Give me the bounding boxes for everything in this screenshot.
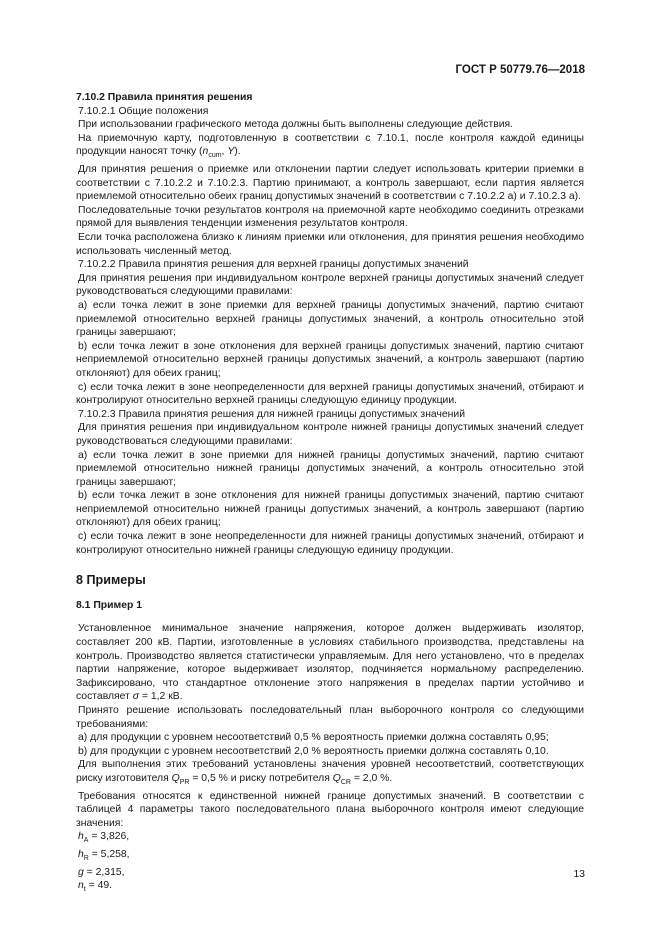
list-item: а) если точка лежит в зоне приемки для верхней границы допустимых значений, партию считают приемлемой относительно верхней границы допустимых значений, а контроль относительно этой границы завершают; bbox=[76, 299, 584, 339]
list-item: c) если точка лежит в зоне неопределенности для нижней границы допустимых значений, отбирают и контролируют относительно нижней границы следующую единицу продукции. bbox=[76, 531, 584, 556]
parameter-value: $n_t = 49$. bbox=[78, 880, 113, 894]
paragraph: Для принятия решения при индивидуальном контроле верхней границы допустимых значений следует руководствоваться следующими правилами: bbox=[76, 272, 584, 298]
paragraph: Для принятия решения при индивидуальном контроле нижней границы допустимых значений следует руководствоваться следующими правилами: bbox=[76, 422, 584, 447]
paragraph: Установленное минимальное значение напряжения, которое должен выдерживать изолятор, составляет 200 кВ. Партии, изготовленные в условиях стабильного производства, представлены на контроль. Производство является статистически управляемым. Для него установлено, что в пределах партии напряжение, которое выдерживает изолятор, подчиняется нормальному распределению. Зафиксировано, что стандартное отклонение этого напряжения в пределах партии устойчиво и составляет σ = 1,2 кВ. bbox=[76, 623, 584, 703]
page-number: 13 bbox=[573, 868, 585, 880]
list-item: b) если точка лежит в зоне отклонения для верхней границы допустимых значений, партию считают неприемлемой относительно верхней границы допустимых значений, а контроль завершают (партию отклоняют) для обеих границ; bbox=[76, 340, 584, 379]
paragraph: Если точка расположена близко к линиям приемки или отклонения, для принятия решения необходимо использовать численный метод. bbox=[76, 232, 584, 257]
parameter-value: $h_A = 3,826$, bbox=[78, 831, 130, 845]
paragraph: Для принятия решения о приемке или отклонении партии следует использовать критерии приемки в соответствии с 7.10.2.2 и 7.10.2.3. Партию принимают, а контроль завершают, если партия является приемлемой относительно обеих границ допустимых значений в соответствии с 7.10.2.2 а) и 7.10.2.3 а). bbox=[76, 164, 584, 203]
subsection-7-10-2-1: 7.10.2.1 Общие положения bbox=[78, 105, 209, 117]
parameter-value: g = 2,315, bbox=[78, 866, 125, 878]
paragraph-point: На приемочную карту, подготовленную в соответствии с 7.10.1, после контроля каждой единицы продукции наносят точку ($n_{cum}$, Y). bbox=[76, 132, 584, 160]
paragraph: Для выполнения этих требований установлены значения уровней несоответствий, соответствующих риску изготовителя $Q_{PR} = 0,5$ % и риску потребителя $Q_{CR} = 2,0$ %. bbox=[76, 759, 584, 787]
parameter-list bbox=[76, 830, 584, 897]
list-item: b) если точка лежит в зоне отклонения для нижней границы допустимых значений, партию считают неприемлемой относительно нижней границы допустимых значений, а контроль завершают (партию отклоняют) для обеих границ; bbox=[76, 490, 584, 529]
section-8-title: 8 Примеры bbox=[76, 573, 146, 588]
paragraph: Последовательные точки результатов контроля на приемочной карте необходимо соединить отрезками прямой для выявления тенденции изменения результатов контроля. bbox=[76, 204, 584, 230]
paragraph: Требования относятся к единственной нижней границе допустимых значений. В соответствии с таблицей 4 параметры такого последовательного плана выборочного контроля имеют следующие значения: bbox=[76, 790, 584, 829]
subsection-8-1-title: 8.1 Пример 1 bbox=[76, 599, 143, 611]
document-header: ГОСТ Р 50779.76—2018 bbox=[455, 64, 585, 76]
subsection-7-10-2-2: 7.10.2.2 Правила принятия решения для верхней границы допустимых значений bbox=[78, 259, 469, 271]
paragraph: Принято решение использовать последовательный план выборочного контроля со следующими требованиями: bbox=[76, 705, 584, 730]
section-7-10-2-title: 7.10.2 Правила принятия решения bbox=[76, 92, 253, 103]
list-item: а) для продукции с уровнем несоответствий 0,5 % вероятность приемки должна составлять 0,95; bbox=[78, 732, 549, 744]
list-item: c) если точка лежит в зоне неопределенности для верхней границы допустимых значений, отбирают и контролируют относительно верхней границы следующую единицу продукции. bbox=[76, 381, 584, 407]
page-content bbox=[76, 91, 584, 897]
paragraph: При использовании графического метода должны быть выполнены следующие действия. bbox=[78, 119, 514, 131]
list-item: а) если точка лежит в зоне приемки для нижней границы допустимых значений, партию считают приемлемой относительно нижней границы допустимых значений, а контроль относительно этой границы завершают; bbox=[76, 449, 584, 488]
list-item: b) для продукции с уровнем несоответствий 2,0 % вероятность приемки должна составлять 0,10. bbox=[78, 745, 549, 757]
subsection-7-10-2-3: 7.10.2.3 Правила принятия решения для нижней границы допустимых значений bbox=[78, 408, 466, 420]
parameter-value: $h_R = 5,258$, bbox=[78, 849, 130, 863]
